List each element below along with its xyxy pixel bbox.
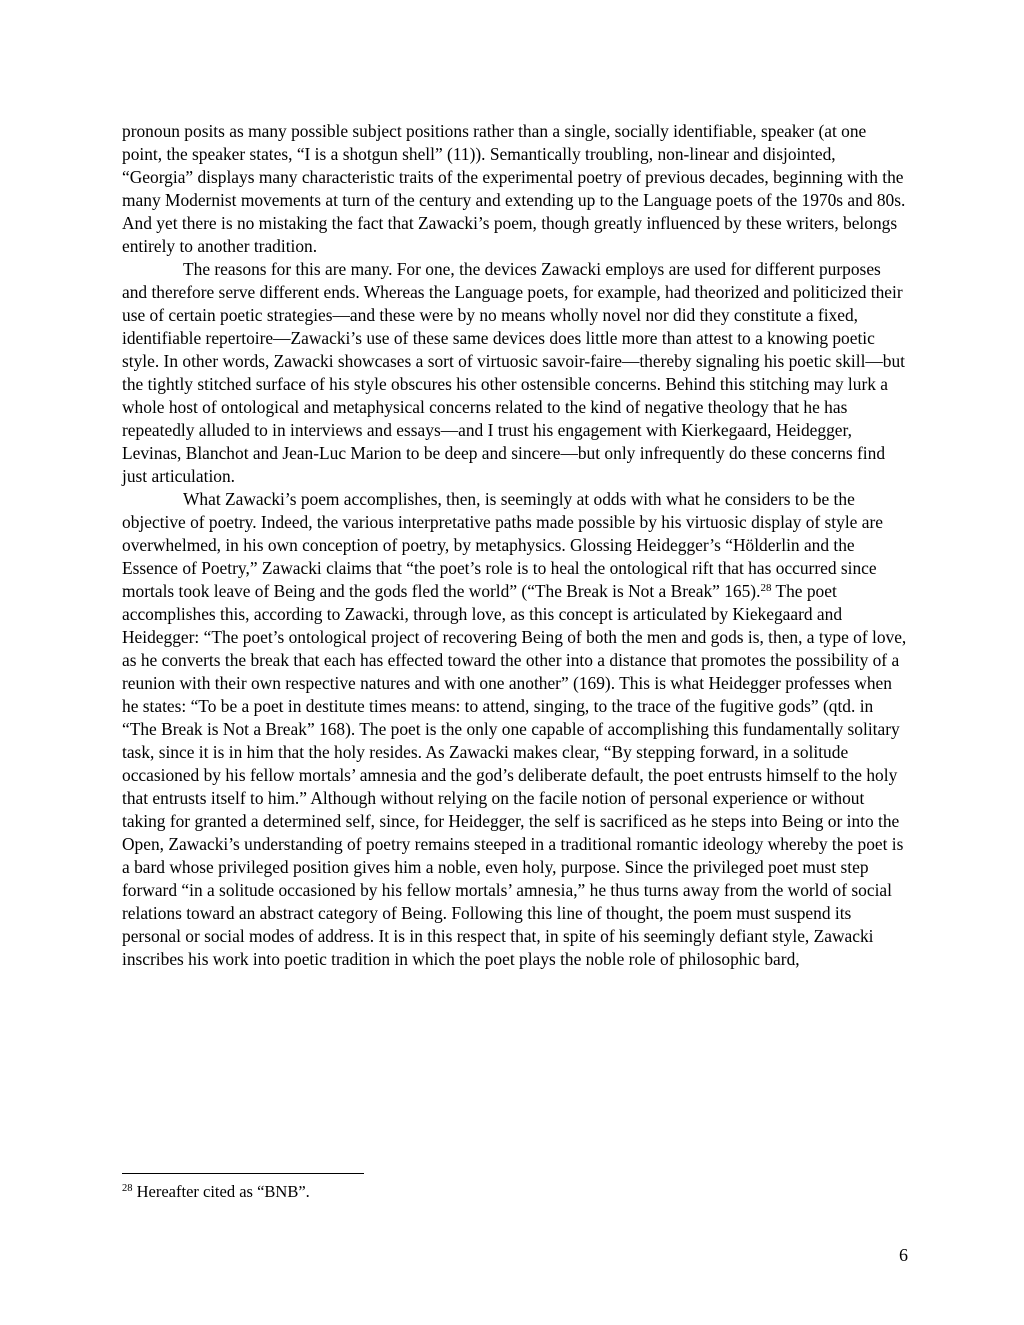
- paragraph-3-text-part-1: What Zawacki’s poem accomplishes, then, is seemingly at odds with what he considers to be the objective of poetry. Indeed, the various interpretative paths made possible by his virtuosic display of style are overwhelmed, in his own conception of poetry, by metaphysics. Glossing Heidegger’s “Hölderlin and the Essence of Poetry,” Zawacki claims that “the poet’s role is to heal the ontological rift that has occurred since mortals took leave of Being and the gods fled the world” (“The Break is Not a Break” 165).: [122, 489, 883, 601]
- paragraph-1-text: pronoun posits as many possible subject positions rather than a single, socially identifiable, speaker (at one point, the speaker states, “I is a shotgun shell” (11)). Semantically troubling, non-linear and disjointed, “Georgia” displays many characteristic traits of the experimental poetry of previous decades, beginning with the many Modernist movements at turn of the century and extending up to the Language poets of the 1970s and 80s. And yet there is no mistaking the fact that Zawacki’s poem, though greatly influenced by these writers, belongs entirely to another tradition.: [122, 121, 906, 256]
- footnote-text: Hereafter cited as “BNB”.: [132, 1182, 310, 1201]
- footnote-number: 28: [122, 1183, 133, 1194]
- footnote-separator: [122, 1173, 364, 1174]
- paragraph-2-text: The reasons for this are many. For one, the devices Zawacki employs are used for different purposes and therefore serve different ends. Whereas the Language poets, for example, had theorized and politicized their use of certain poetic strategies—and these were by no means wholly novel nor did they constitute a fixed, identifiable repertoire—Zawacki’s use of these same devices does little more than attest to a knowing poetic style. In other words, Zawacki showcases a sort of virtuosic savoir-faire—thereby signaling his poetic skill—but the tightly stitched surface of his style obscures his other ostensible concerns. Behind this stitching may lurk a whole host of ontological and metaphysical concerns related to the kind of negative theology that he has repeatedly alluded to in interviews and essays—and I trust his engagement with Kierkegaard, Heidegger, Levinas, Blanchot and Jean-Luc Marion to be deep and sincere—but only infrequently do these concerns find just articulation.: [122, 259, 906, 486]
- footnote: [122, 1181, 908, 1203]
- body-text: [122, 120, 908, 971]
- paragraph-3: [122, 488, 908, 971]
- paragraph-2: [122, 258, 908, 488]
- paragraph-1: [122, 120, 908, 258]
- paragraph-3-text-part-2: The poet accomplishes this, according to Zawacki, through love, as this concept is articulated by Kiekegaard and Heidegger: “The poet’s ontological project of recovering Being of both the men and gods is, then, a type of love, as he converts the break that each has effected toward the other into a distance that promotes the possibility of a reunion with their own respective natures and with one another” (169). This is what Heidegger professes when he states: “To be a poet in destitute times means: to attend, singing, to the trace of the fugitive gods” (qtd. in “The Break is Not a Break” 168). The poet is the only one capable of accomplishing this fundamentally solitary task, since it is in him that the holy resides. As Zawacki makes clear, “By stepping forward, in a solitude occasioned by his fellow mortals’ amnesia and the god’s deliberate default, the poet entrusts himself to the holy that entrusts itself to him.” Although without relying on the facile notion of personal experience or without taking for granted a determined self, since, for Heidegger, the self is sacrificed as he steps into Being or into the Open, Zawacki’s understanding of poetry remains steeped in a traditional romantic ideology whereby the poet is a bard whose privileged position gives him a noble, even holy, purpose. Since the privileged poet must step forward “in a solitude occasioned by his fellow mortals’ amnesia,” he thus turns away from the world of social relations toward an abstract category of Being. Following this line of thought, the poem must suspend its personal or social modes of address. It is in this respect that, in spite of his seemingly defiant style, Zawacki inscribes his work into poetic tradition in which the poet plays the noble role of philosophic bard,: [122, 581, 907, 969]
- page-number: 6: [899, 1245, 908, 1265]
- footnote-reference-28[interactable]: 28: [760, 582, 772, 594]
